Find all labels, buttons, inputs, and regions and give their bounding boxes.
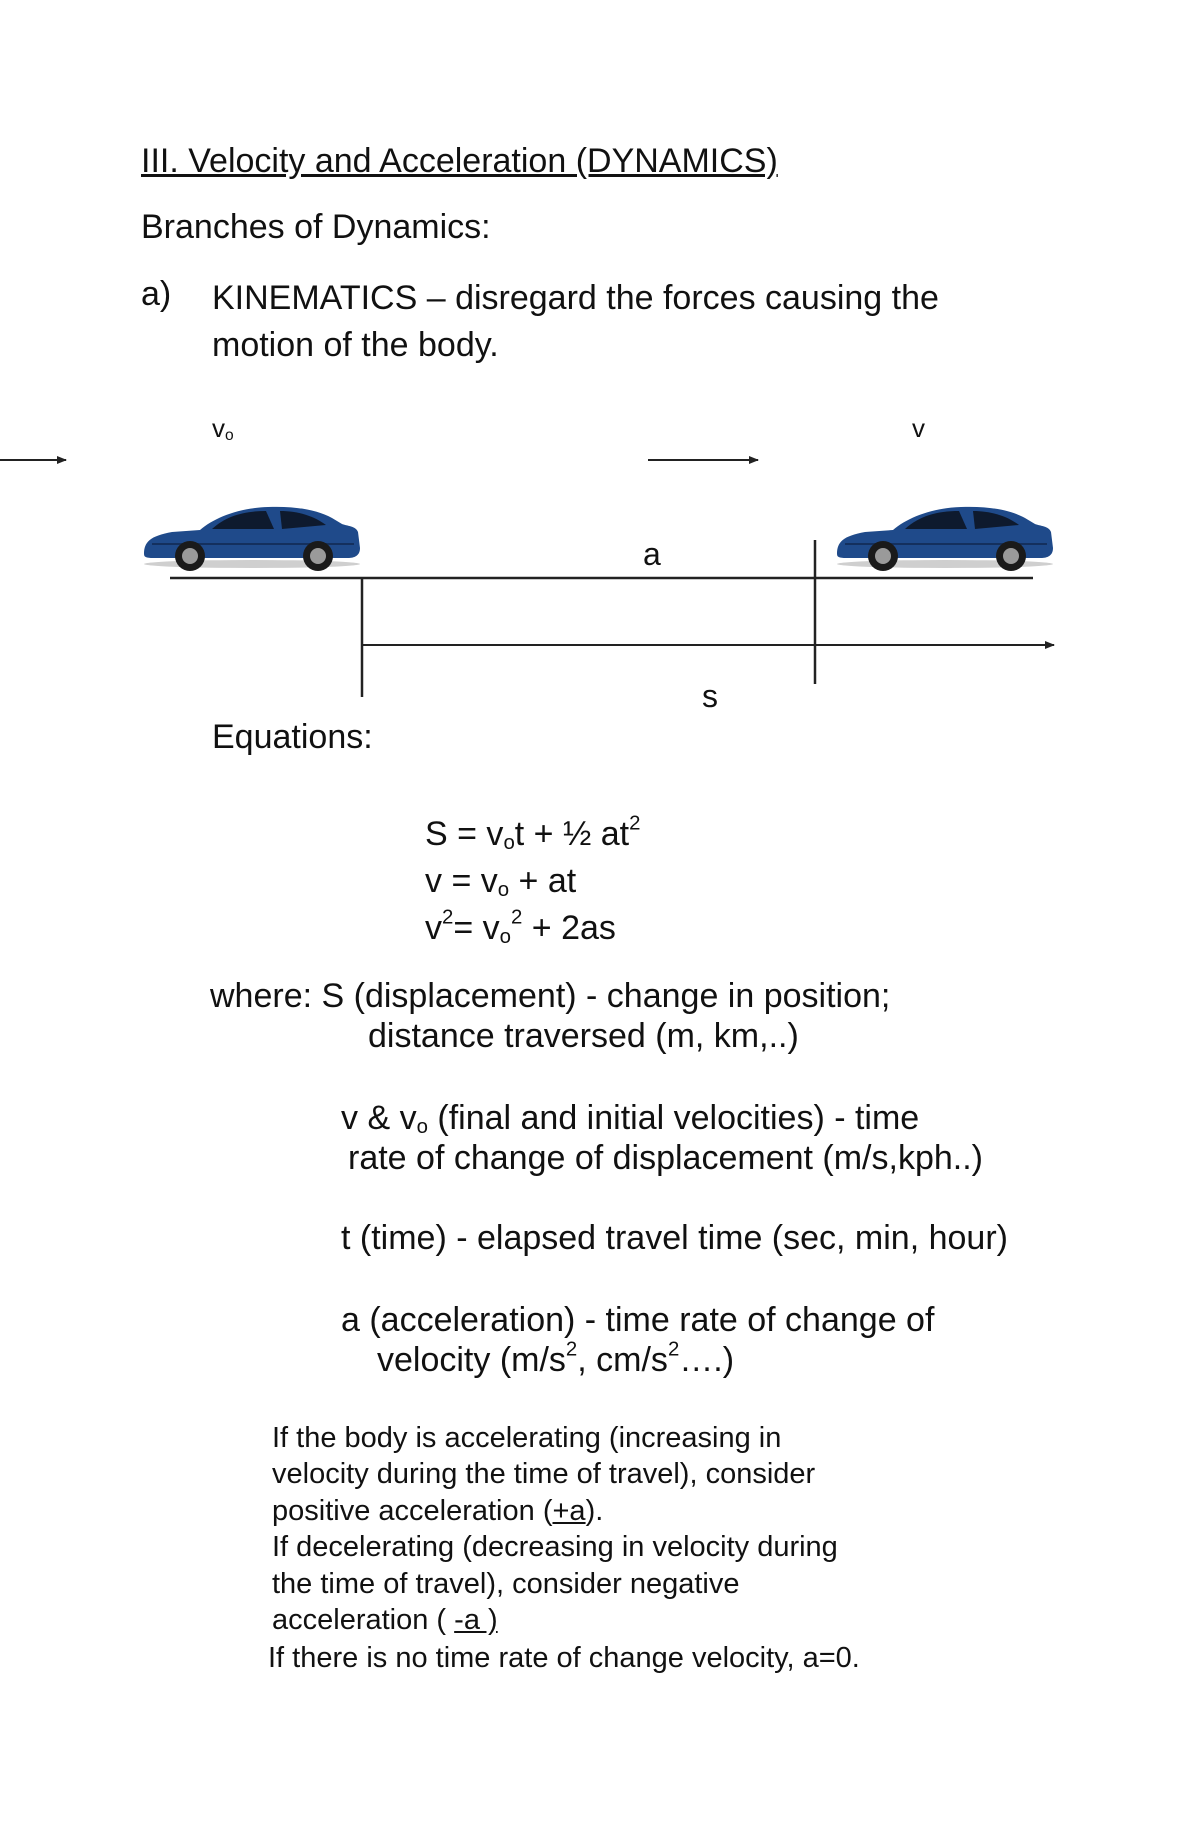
kinematics-diagram	[0, 0, 1200, 720]
equation-displacement: $S = v_ot$ + ½ $at^2$	[425, 812, 641, 855]
definition-acceleration-line-2: velocity ($m/s^2$, $cm/s^2\dots$.)	[377, 1338, 735, 1379]
definition-displacement-line-2: distance traversed (m, km,..)	[368, 1017, 799, 1055]
section-title: III. Velocity and Acceleration (DYNAMICS)	[141, 142, 778, 180]
acceleration-sign-note	[272, 1420, 838, 1638]
displacement-label: s	[702, 678, 718, 714]
note-line-4: If decelerating (decreasing in velocity during	[272, 1531, 838, 1564]
kinematics-line-1: KINEMATICS – disregard the forces causing the	[212, 279, 939, 317]
equation-velocity-squared: $v^2= v_o^2 + 2as$	[425, 906, 616, 949]
equation-velocity: $v = v_o$ + at	[425, 862, 577, 902]
note-zero-acceleration: If there is no time rate of change velocity, a=0.	[268, 1642, 860, 1674]
list-marker-a: a)	[141, 275, 172, 313]
note-line-5: the time of travel), consider negative	[272, 1567, 740, 1600]
initial-velocity-label: $v_o$	[212, 413, 234, 445]
kinematics-line-2: motion of the body.	[212, 326, 499, 364]
definition-velocity-line-1: v & $v_o$ (final and initial velocities) - time	[341, 1099, 920, 1139]
note-line-2: velocity during the time of travel), consider	[272, 1458, 816, 1491]
note-line-3: positive acceleration (+a).	[272, 1494, 604, 1527]
acceleration-label: a	[643, 536, 661, 572]
definition-time: t (time) - elapsed travel time (sec, min, hour)	[341, 1219, 1008, 1257]
car-final-position	[837, 507, 1053, 571]
car-initial-position	[144, 507, 360, 571]
note-line-6: acceleration ( -a )	[272, 1604, 498, 1637]
definition-acceleration-line-1: a (acceleration) - time rate of change of	[341, 1301, 935, 1339]
branches-heading: Branches of Dynamics:	[141, 208, 491, 246]
definition-velocity-line-2: rate of change of displacement (m/s,kph..)	[348, 1139, 983, 1177]
definition-displacement-line-1: where: S (displacement) - change in position;	[210, 977, 891, 1015]
equations-heading: Equations:	[212, 718, 373, 756]
final-velocity-label: v	[912, 413, 925, 443]
note-line-1: If the body is accelerating (increasing in	[272, 1422, 782, 1454]
